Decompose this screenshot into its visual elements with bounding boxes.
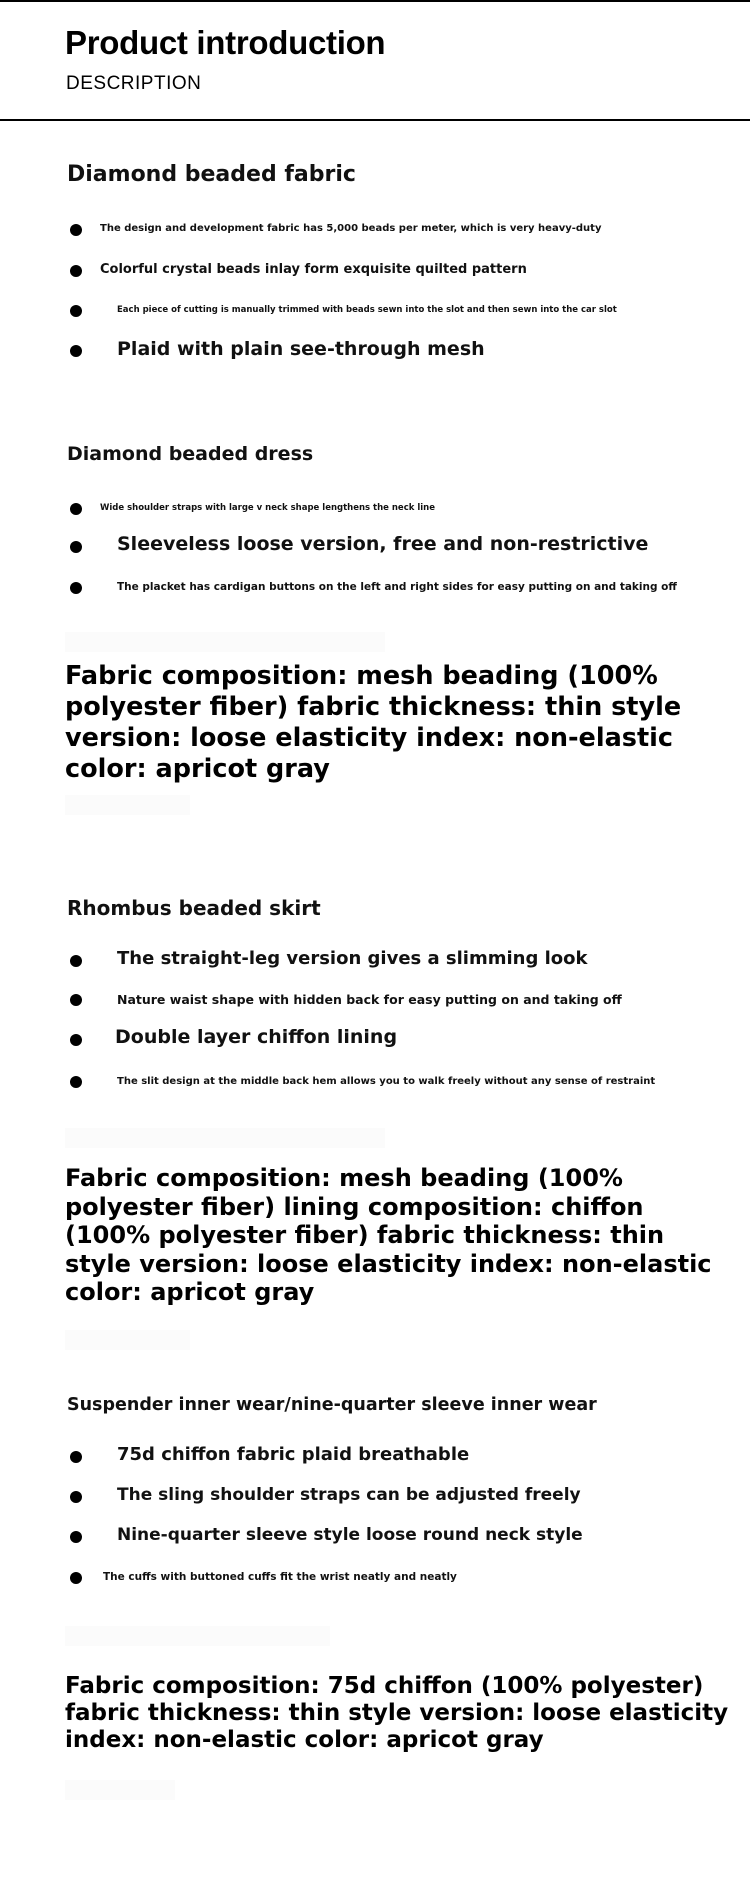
composition-line: version: loose elasticity index: non-elastic [65, 723, 674, 753]
composition-line: Fabric composition: mesh beading (100% [65, 661, 658, 691]
composition-line: index: non-elastic color: apricot gray [65, 1727, 544, 1753]
composition-line: Fabric composition: 75d chiffon (100% polyester) [65, 1673, 704, 1699]
composition-line: fabric thickness: thin style version: loose elasticity [65, 1700, 729, 1726]
list-item [0, 1074, 750, 1094]
bullet-text: Nature waist shape with hidden back for easy putting on and taking off [117, 992, 622, 1007]
bullet-text: Each piece of cutting is manually trimmed with beads sewn into the slot and then sewn into the car slot [117, 305, 617, 315]
bullet-text: Sleeveless loose version, free and non-restrictive [117, 533, 649, 555]
bullet-text: Colorful crystal beads inlay form exquisite quilted pattern [100, 262, 527, 277]
bullet-icon [70, 265, 82, 277]
bullet-icon [70, 955, 82, 967]
bullet-icon [70, 582, 82, 594]
faint-band [65, 1780, 175, 1800]
faint-band [65, 1330, 190, 1350]
bullet-icon [70, 345, 82, 357]
composition-line: color: apricot gray [65, 754, 330, 784]
bullet-text: Nine-quarter sleeve style loose round neck style [117, 1525, 583, 1545]
bullet-text: The design and development fabric has 5,000 beads per meter, which is very heavy-duty [100, 223, 602, 234]
bullet-icon [70, 1076, 82, 1088]
bullet-text: Plaid with plain see-through mesh [117, 338, 485, 360]
composition-line: polyester fiber) lining composition: chiffon [65, 1192, 644, 1221]
bullet-icon [70, 305, 82, 317]
list-item [0, 1026, 750, 1054]
list-item [0, 1525, 750, 1551]
bullet-icon [70, 1572, 82, 1584]
section-title-rhombus-beaded-skirt: Rhombus beaded skirt [67, 896, 321, 920]
composition-block-skirt [65, 1164, 712, 1307]
composition-line: (100% polyester fiber) fabric thickness: thin [65, 1221, 665, 1249]
bullet-icon [70, 1531, 82, 1543]
list-item [0, 1485, 750, 1511]
composition-line: color: apricot gray [65, 1278, 315, 1306]
composition-block-dress [65, 661, 681, 785]
list-item [0, 1570, 750, 1590]
section-title-diamond-beaded-dress: Diamond beaded dress [67, 443, 314, 465]
composition-line: Fabric composition: mesh beading (100% [65, 1164, 623, 1192]
bullet-icon [70, 1034, 82, 1046]
section-title-diamond-beaded-fabric: Diamond beaded fabric [67, 162, 356, 187]
list-item [0, 580, 750, 600]
list-item [0, 1444, 750, 1470]
top-border [0, 0, 750, 2]
list-item [0, 948, 750, 974]
page-subtitle: DESCRIPTION [66, 73, 202, 94]
list-item [0, 533, 750, 561]
faint-band [65, 795, 190, 815]
list-item [0, 222, 750, 242]
bullet-text: Wide shoulder straps with large v neck shape lengthens the neck line [100, 503, 435, 513]
page-title: Product introduction [65, 24, 386, 61]
bullet-text: The cuffs with buttoned cuffs fit the wrist neatly and neatly [103, 1571, 457, 1583]
bullet-text: The placket has cardigan buttons on the left and right sides for easy putting on and taking off [117, 581, 677, 593]
bullet-icon [70, 994, 82, 1006]
bullet-text: Double layer chiffon lining [115, 1026, 398, 1048]
faint-band [65, 632, 385, 652]
bullet-icon [70, 224, 82, 236]
bullet-icon [70, 503, 82, 515]
bullet-text: The straight-leg version gives a slimming look [117, 948, 588, 969]
list-item [0, 991, 750, 1011]
section-title-suspender-inner-wear: Suspender inner wear/nine-quarter sleeve inner wear [67, 1395, 597, 1415]
list-item [0, 262, 750, 282]
bullet-icon [70, 541, 82, 553]
composition-line: polyester fiber) fabric thickness: thin style [65, 692, 682, 722]
composition-line: style version: loose elasticity index: non-elastic [65, 1249, 712, 1278]
bullet-text: The sling shoulder straps can be adjusted freely [117, 1485, 581, 1505]
bullet-text: The slit design at the middle back hem allows you to walk freely without any sense of restraint [117, 1076, 656, 1087]
list-item [0, 338, 750, 364]
composition-block-inner-wear [65, 1673, 728, 1754]
bullet-text: 75d chiffon fabric plaid breathable [117, 1444, 470, 1465]
faint-band [65, 1626, 330, 1646]
faint-band [65, 1128, 385, 1148]
list-item [0, 501, 750, 519]
bullet-icon [70, 1451, 82, 1463]
list-item [0, 304, 750, 324]
bullet-icon [70, 1491, 82, 1503]
header-divider [0, 119, 750, 121]
